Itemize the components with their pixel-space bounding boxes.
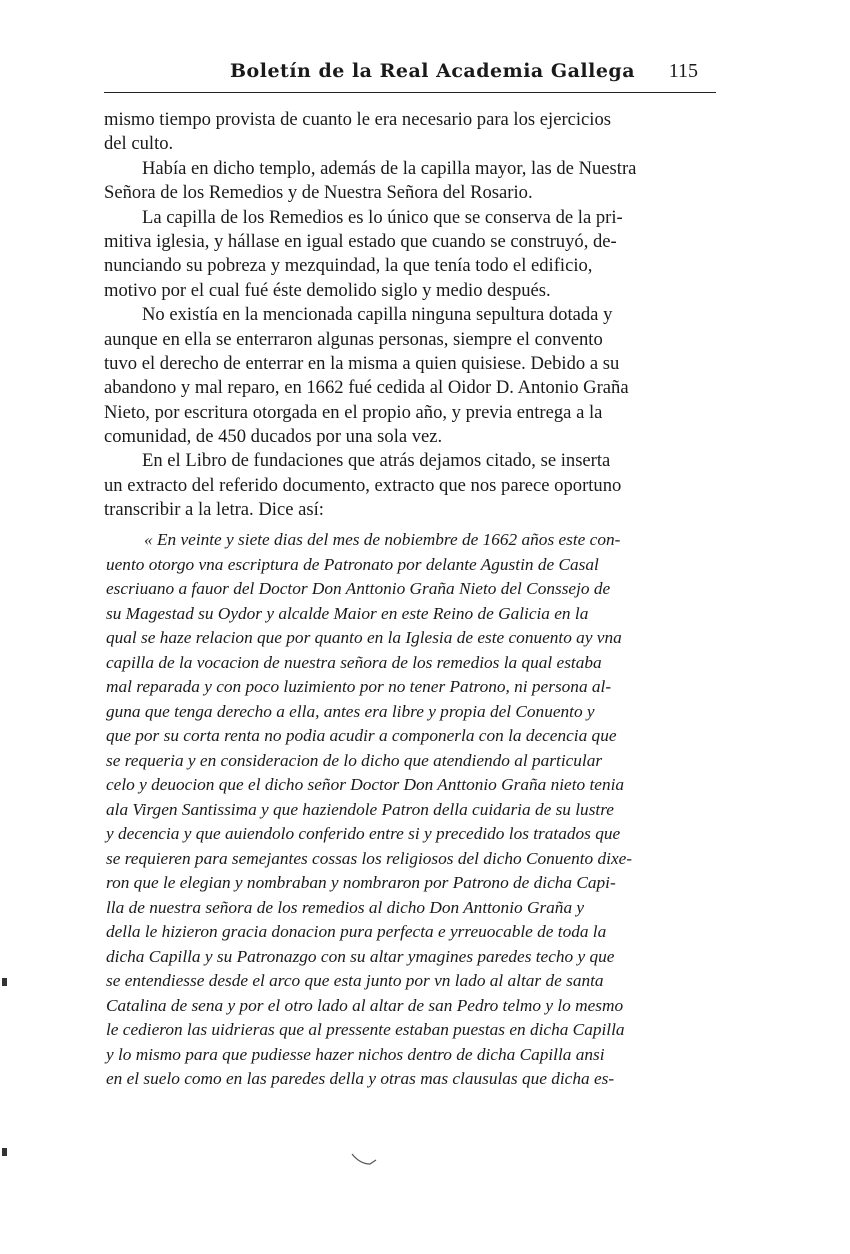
paragraph-line: transcribir a la letra. Dice así: xyxy=(104,499,324,521)
paragraph-line: abandono y mal reparo, en 1662 fué cedida al Oidor D. Antonio Graña xyxy=(104,377,629,399)
ink-stroke-mark xyxy=(350,1150,378,1168)
paragraph-line: La capilla de los Remedios es lo único que se conserva de la pri- xyxy=(142,206,623,228)
quote-line: « En veinte y siete dias del mes de nobiembre de 1662 años este con- xyxy=(144,530,621,549)
quote-line: se requeria y en consideracion de lo dicho que atendiendo al particular xyxy=(106,750,603,770)
paragraph-line: tuvo el derecho de enterrar en la misma a quien quisiese. Debido a su xyxy=(104,352,620,374)
paragraph-line: Señora de los Remedios y de Nuestra Señora del Rosario. xyxy=(104,182,533,204)
quote-line: ala Virgen Santissima y que haziendole Patron della cuidaria de su lustre xyxy=(106,799,614,819)
quote-line: dicha Capilla y su Patronazgo con su altar ymagines paredes techo y que xyxy=(106,946,615,966)
quote-line: lla de nuestra señora de los remedios al dicho Don Anttonio Graña y xyxy=(106,897,585,917)
quote-line: ron que le elegian y nombraban y nombraron por Patrono de dicha Capi- xyxy=(106,873,616,892)
paragraph-line: mismo tiempo provista de cuanto le era necesario para los ejercicios xyxy=(104,109,612,130)
quote-line: uento otorgo vna escriptura de Patronato por delante Agustin de Casal xyxy=(106,554,599,574)
quote-line: qual se haze relacion que por quanto en la Iglesia de este conuento ay vna xyxy=(106,628,622,647)
quote-line: que por su corta renta no podia acudir a componerla con la decencia que xyxy=(106,726,617,745)
paragraph-line: mitiva iglesia, y hállase en igual estado que cuando se construyó, de- xyxy=(104,230,617,252)
quote-line: della le hizieron gracia donacion pura perfecta e yrreuocable de toda la xyxy=(106,922,607,941)
paragraph-line: Había en dicho templo, además de la capilla mayor, las de Nuestra xyxy=(142,157,637,179)
quoted-document xyxy=(106,528,724,1092)
running-title: Boletín de la Real Academia Gallega xyxy=(230,60,636,82)
paragraph-line: Nieto, por escritura otorgada en el propio año, y previa entrega a la xyxy=(104,401,603,423)
quote-line: escriuano a fauor del Doctor Don Anttonio Graña Nieto del Conssejo de xyxy=(106,579,611,598)
body-text xyxy=(104,108,716,523)
quote-line: en el suelo como en las paredes della y otras mas clausulas que dicha es- xyxy=(106,1069,615,1088)
margin-mark xyxy=(2,1148,7,1156)
quote-line: guna que tenga derecho a ella, antes era libre y propia del Conuento y xyxy=(106,701,595,721)
page-number: 115 xyxy=(668,60,698,82)
quote-line: y lo mismo para que pudiesse hazer nichos dentro de dicha Capilla ansi xyxy=(106,1044,605,1064)
paragraph-line: del culto. xyxy=(104,133,174,155)
page-header xyxy=(104,58,716,93)
quote-line: mal reparada y con poco luzimiento por no tener Patrono, ni persona al- xyxy=(106,677,612,696)
quote-line: Catalina de sena y por el otro lado al altar de san Pedro telmo y lo mesmo xyxy=(106,995,624,1015)
quote-line: y decencia y que auiendolo conferido entre si y precedido los tratados que xyxy=(106,824,621,843)
paragraph-line: En el Libro de fundaciones que atrás dejamos citado, se inserta xyxy=(142,450,611,472)
paragraph-line: un extracto del referido documento, extracto que nos parece oportuno xyxy=(104,474,622,496)
margin-mark xyxy=(2,978,7,986)
quote-line: le cedieron las uidrieras que al pressente estaban puestas en dicha Capilla xyxy=(106,1020,625,1039)
quote-line: se requieren para semejantes cossas los religiosos del dicho Conuento dixe- xyxy=(106,848,633,868)
paragraph-line: motivo por el cual fué éste demolido siglo y medio después. xyxy=(104,279,551,301)
paragraph-line: comunidad, de 450 ducados por una sola vez. xyxy=(104,426,443,448)
paragraph-line: nunciando su pobreza y mezquindad, la que tenía todo el edificio, xyxy=(104,255,593,277)
quote-line: capilla de la vocacion de nuestra señora de los remedios la qual estaba xyxy=(106,652,602,672)
quote-line: se entendiesse desde el arco que esta junto por vn lado al altar de santa xyxy=(106,971,604,990)
paragraph-line: aunque en ella se enterraron algunas personas, siempre el convento xyxy=(104,328,603,350)
quote-line: su Magestad su Oydor y alcalde Maior en este Reino de Galicia en la xyxy=(106,603,589,623)
quote-line: celo y deuocion que el dicho señor Doctor Don Anttonio Graña nieto tenia xyxy=(106,775,625,794)
paragraph-line: No existía en la mencionada capilla ninguna sepultura dotada y xyxy=(142,304,613,326)
